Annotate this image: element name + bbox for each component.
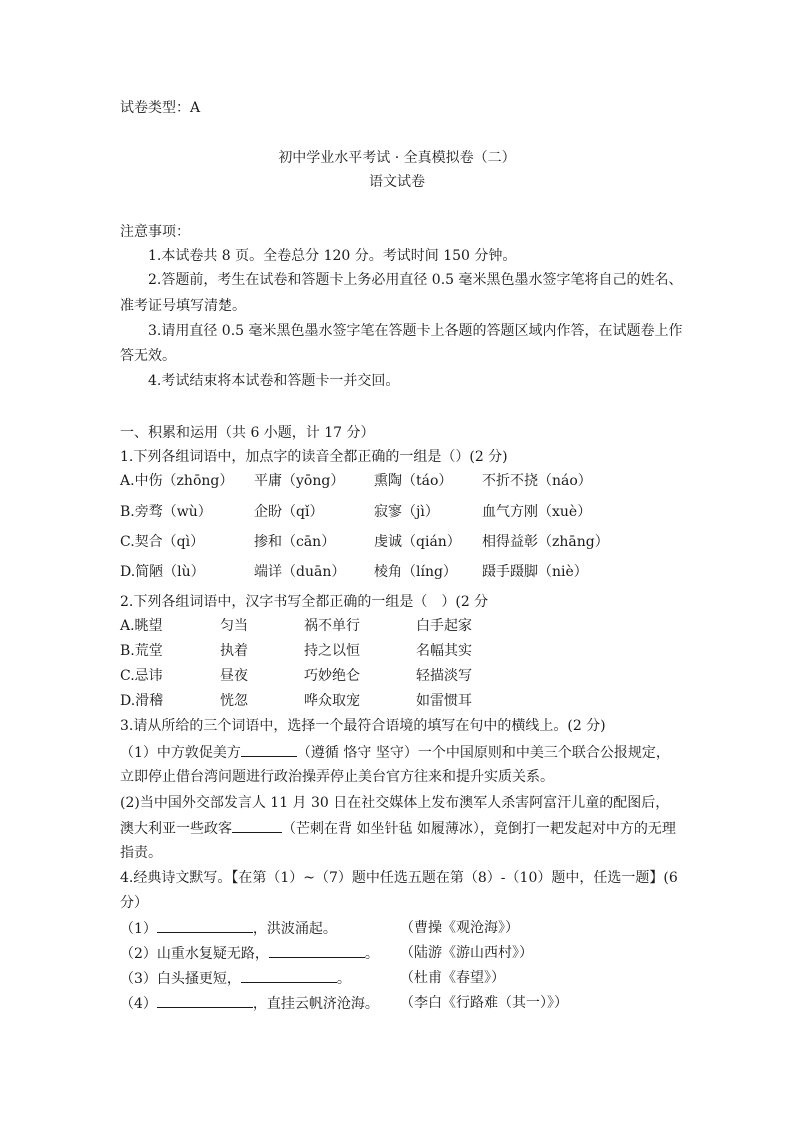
q2-a-word-4: 白手起家 (416, 618, 472, 634)
exam-title: 初中学业水平考试 · 全真模拟卷（二） (278, 150, 516, 166)
q2-b-word-1: B.荒堂 (120, 643, 163, 659)
q2-a-word-2: 匀当 (220, 618, 248, 634)
q2-b-word-3: 持之以恒 (304, 643, 360, 659)
q2-c-word-2: 昼夜 (220, 668, 248, 684)
q2-c-word-3: 巧妙绝仑 (304, 668, 360, 684)
q2-b-word-2: 执着 (220, 643, 248, 659)
q4-item-2-source: （陆游《游山西村》） (400, 945, 533, 961)
q1-a-word-4: 不折不挠（náo） (482, 473, 592, 489)
q4-4-blank[interactable] (157, 993, 253, 1008)
q2-d-word-1: D.滑稽 (120, 693, 164, 709)
q3-p2-pre: 澳大利亚一些政客 (120, 821, 232, 837)
notice-item-3: 3.请用直径 0.5 毫米黑色墨水签字笔在答题卡上各题的答题区域内作答，在试题卷上作 (148, 323, 683, 339)
q1-d-word-2: 端详（duān） (254, 564, 346, 580)
q4-3-blank[interactable] (241, 968, 337, 983)
question-4-stem-cont: 分） (120, 895, 148, 911)
q4-3-num: （3） (120, 971, 157, 987)
q1-c-word-4: 相得益彰（zhāng） (482, 534, 609, 550)
notice-item-1: 1.本试卷共 8 页。全卷总分 120 分。考试时间 150 分钟。 (148, 248, 517, 264)
q1-c-word-1: C.契合（qì） (120, 534, 205, 550)
question-4-stem: 4.经典诗文默写。【在第（1）~（7）题中任选五题在第（8）-（10）题中，任选一题】(6 (120, 870, 678, 886)
paper-type: 试卷类型：A (120, 100, 201, 116)
q2-b-word-4: 名幅其实 (416, 643, 472, 659)
q1-a-word-1: A.中伤（zhōng） (120, 473, 234, 489)
notice-item-2: 2.答题前，考生在试卷和答题卡上务必用直径 0.5 毫米黑色墨水签字笔将自己的姓名、 (148, 272, 683, 288)
q3-p1-post: （遵循 恪守 坚守）一个中国原则和中美三个联合公报规定， (296, 745, 670, 761)
q2-c-word-4: 轻描淡写 (416, 668, 472, 684)
q1-d-word-1: D.简陋（lù） (120, 564, 205, 580)
q2-a-word-3: 祸不单行 (304, 618, 360, 634)
q2-d-word-4: 如雷惯耳 (416, 693, 472, 709)
q3-part-1 (120, 742, 670, 763)
question-2-stem: 2.下列各组词语中，汉字书写全都正确的一组是（ ）(2 分 (120, 594, 489, 610)
q1-b-word-4: 血气方刚（xuè） (482, 504, 592, 520)
q4-2-blank[interactable] (269, 943, 365, 958)
q1-d-word-4: 蹑手蹑脚（niè） (482, 564, 588, 580)
question-3-stem: 3.请从所给的三个词语中，选择一个最符合语境的填写在句中的横线上。(2 分) (120, 718, 606, 734)
q3-p2-post: （芒刺在背 如坐针毡 如履薄冰），竟倒打一耙发起对中方的无理 (282, 821, 676, 837)
q3-part-2: (2)当中国外交部发言人 11 月 30 日在社交媒体上发布澳军人杀害阿富汗儿童的配图后， (120, 795, 670, 811)
q4-item-1 (120, 918, 337, 939)
question-1-stem: 1.下列各组词语中，加点字的读音全都正确的一组是（）(2 分) (120, 449, 508, 465)
q4-1-num: （1） (120, 921, 157, 937)
q4-item-4 (120, 993, 379, 1014)
q3-part-2-end: 指责。 (120, 845, 162, 861)
q4-3-post: 。 (336, 971, 351, 987)
q4-1-post: ，洪波涌起。 (252, 921, 337, 937)
q2-d-word-2: 恍忽 (220, 693, 248, 709)
q1-c-word-3: 虔诚（qián） (374, 534, 461, 550)
q4-3-pre: 白头搔更短， (156, 971, 241, 987)
q4-item-3-source: （杜甫《春望》） (400, 970, 505, 986)
q3-part-2-cont (120, 818, 676, 839)
q1-d-word-3: 棱角（líng） (374, 564, 457, 580)
q2-a-word-1: A.眺望 (120, 618, 163, 634)
q4-2-pre: 山重水复疑无路， (156, 946, 269, 962)
q4-item-2 (120, 943, 379, 964)
q3-p2-blank[interactable] (232, 818, 282, 833)
q1-c-word-2: 掺和（cān） (254, 534, 336, 550)
q1-b-word-3: 寂寥（jì） (374, 504, 439, 520)
q3-p1-pre: （1）中方敦促美方 (120, 745, 241, 761)
q4-4-num: （4） (120, 996, 157, 1012)
notice-item-3-cont: 答无效。 (120, 348, 176, 364)
q1-a-word-3: 熏陶（táo） (374, 473, 453, 489)
notice-item-4: 4.考试结束将本试卷和答题卡一并交回。 (148, 373, 400, 389)
q3-part-1-cont: 立即停止借台湾问题进行政治操弄停止美台官方往来和提升实质关系。 (120, 769, 554, 785)
notice-heading: 注意事项： (120, 224, 190, 240)
q4-2-post: 。 (364, 946, 379, 962)
notice-item-2-cont: 准考证号填写清楚。 (120, 298, 246, 314)
q4-item-3 (120, 968, 351, 989)
q4-1-blank[interactable] (157, 918, 253, 933)
q4-item-4-source: （李白《行路难（其一）》） (400, 995, 568, 1011)
section-heading: 一、积累和运用（共 6 小题，计 17 分） (120, 425, 375, 441)
q1-b-word-2: 企盼（qǐ） (254, 504, 324, 520)
q1-a-word-2: 平庸（yōng） (254, 473, 345, 489)
q4-2-num: （2） (120, 946, 157, 962)
q2-d-word-3: 哗众取宠 (304, 693, 360, 709)
q3-p1-blank[interactable] (241, 742, 297, 757)
q4-4-post: ，直挂云帆济沧海。 (252, 996, 379, 1012)
q1-b-word-1: B.旁骛（wù） (120, 504, 212, 520)
q4-item-1-source: （曹操《观沧海》） (400, 920, 519, 936)
q2-c-word-1: C.忌讳 (120, 668, 163, 684)
subject-title: 语文试卷 (369, 174, 425, 190)
